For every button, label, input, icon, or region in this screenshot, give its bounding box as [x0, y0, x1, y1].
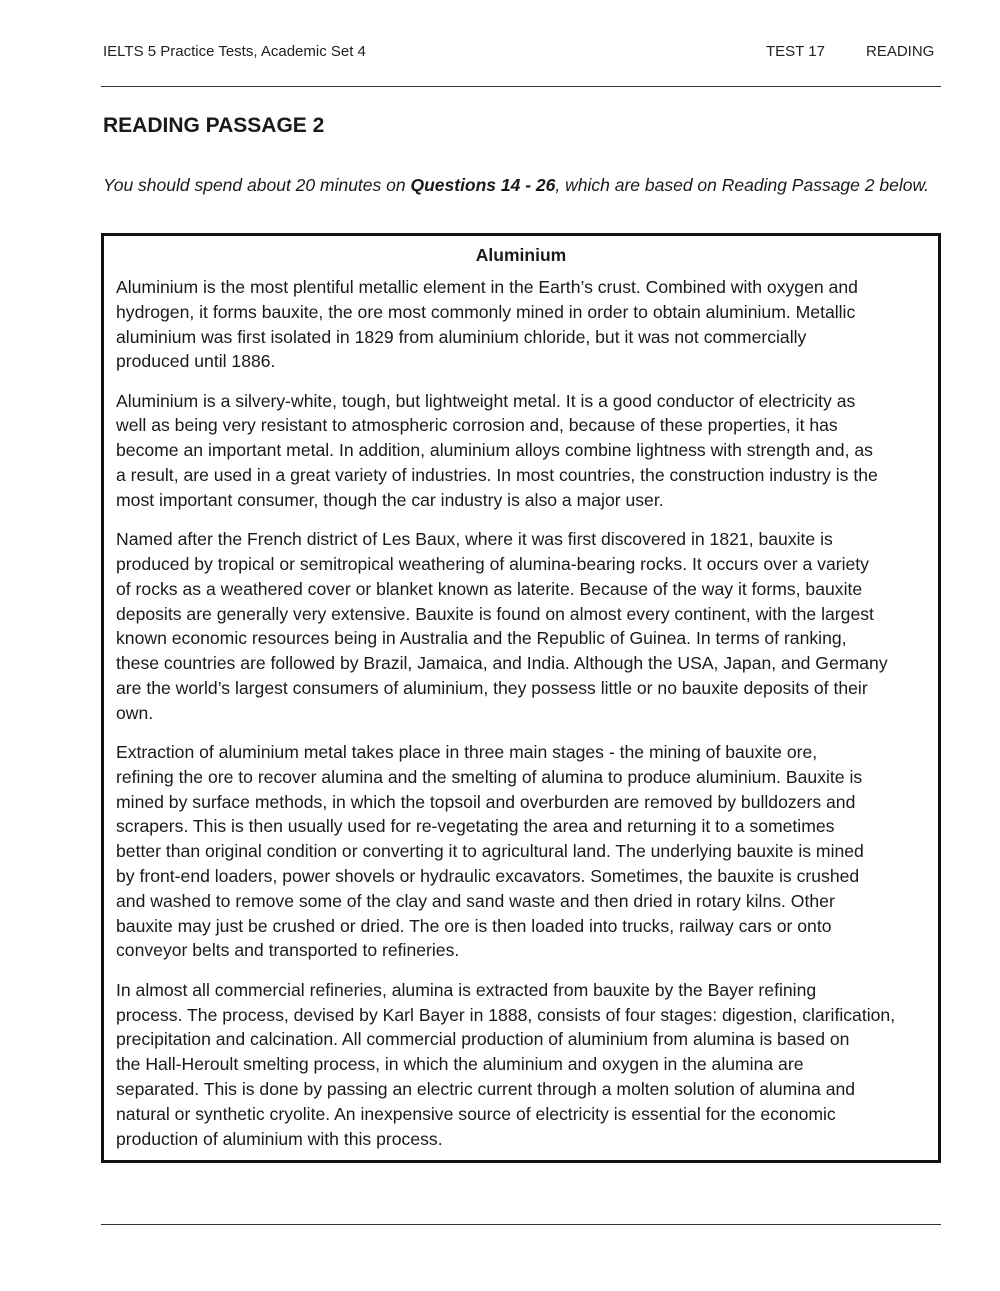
- instructions-pre: You should spend about 20 minutes on: [103, 175, 411, 195]
- paragraph-line: bauxite may just be crushed or dried. The ore is then loaded into trucks, railway cars or onto: [116, 915, 832, 936]
- instructions-post: , which are based on Reading Passage 2 below.: [555, 175, 929, 195]
- paragraph-line: and washed to remove some of the clay and sand waste and then dried in rotary kilns. Other: [116, 890, 835, 911]
- paragraph-line: Aluminium is the most plentiful metallic element in the Earth’s crust. Combined with oxygen and: [116, 277, 858, 297]
- paragraph-line: become an important metal. In addition, aluminium alloys combine lightness with strength and, as: [116, 440, 873, 461]
- paragraph-line: well as being very resistant to atmospheric corrosion and, because of these properties, it has: [116, 415, 838, 436]
- paragraph-line: own.: [116, 702, 154, 723]
- paragraph-line: by front-end loaders, power shovels or hydraulic excavators. Sometimes, the bauxite is crushed: [116, 866, 860, 887]
- page-title: READING PASSAGE 2: [103, 114, 325, 137]
- paragraph-line: conveyor belts and transported to refineries.: [116, 940, 460, 961]
- paragraph-line: deposits are generally very extensive. Bauxite is found on almost every continent, with the largest: [116, 603, 874, 624]
- passage-box: [101, 233, 941, 1163]
- header-test-number: TEST 17: [766, 43, 825, 60]
- header-divider: [101, 86, 941, 87]
- paragraph-line: In almost all commercial refineries, alumina is extracted from bauxite by the Bayer refining: [116, 979, 817, 1000]
- paragraph-line: Extraction of aluminium metal takes place in three main stages - the mining of bauxite ore,: [116, 742, 818, 763]
- paragraph-line: aluminium was first isolated in 1829 from aluminium chloride, but it was not commercially: [116, 326, 807, 347]
- passage-title: Aluminium: [475, 245, 567, 265]
- paragraph-line: process. The process, devised by Karl Bayer in 1888, consists of four stages: digestion, clarification,: [116, 1004, 896, 1025]
- paragraph-line: produced by tropical or semitropical weathering of alumina-bearing rocks. It occurs over a variety: [116, 553, 869, 574]
- paragraph-line: hydrogen, it forms bauxite, the ore most commonly mined in order to obtain aluminium. Metallic: [116, 301, 856, 322]
- paragraph-line: produced until 1886.: [116, 351, 276, 372]
- footer-divider: [101, 1224, 941, 1225]
- paragraph-line: of rocks as a weathered cover or blanket known as laterite. Because of the way it forms, bauxite: [116, 578, 863, 599]
- paragraph-line: better than original condition or converting it to agricultural land. The underlying bauxite is mined: [116, 841, 864, 862]
- header-source: IELTS 5 Practice Tests, Academic Set 4: [103, 43, 366, 60]
- paragraph-line: refining the ore to recover alumina and the smelting of alumina to produce aluminium. Bauxite is: [116, 766, 863, 787]
- paragraph-line: production of aluminium with this process.: [116, 1128, 443, 1149]
- paragraph-line: a result, are used in a great variety of industries. In most countries, the construction industry is the: [116, 465, 878, 486]
- instructions: [103, 173, 943, 198]
- paragraph-line: Aluminium is a silvery-white, tough, but lightweight metal. It is a good conductor of electricity as: [116, 390, 856, 411]
- passage-paragraph: [116, 527, 938, 725]
- paragraph-line: are the world’s largest consumers of aluminium, they possess little or no bauxite deposits of their: [116, 677, 868, 698]
- paragraph-line: known economic resources being in Australia and the Republic of Guinea. In terms of ranking,: [116, 628, 847, 649]
- paragraph-line: separated. This is done by passing an electric current through a molten solution of alumina and: [116, 1078, 856, 1099]
- paragraph-line: precipitation and calcination. All commercial production of aluminium from alumina is based on: [116, 1029, 850, 1050]
- paragraph-line: these countries are followed by Brazil, Jamaica, and India. Although the USA, Japan, and Germany: [116, 653, 888, 674]
- paragraph-line: mined by surface methods, in which the topsoil and overburden are removed by bulldozers and: [116, 791, 856, 812]
- header-section: READING: [866, 43, 935, 60]
- passage-paragraph: [116, 740, 938, 963]
- paragraph-line: the Hall-Heroult smelting process, in which the aluminium and oxygen in the alumina are: [116, 1054, 804, 1075]
- paragraph-line: natural or synthetic cryolite. An inexpensive source of electricity is essential for the economic: [116, 1103, 836, 1124]
- passage-paragraph: [116, 389, 938, 513]
- passage-paragraph: [116, 978, 938, 1152]
- passage-paragraph: [116, 275, 938, 374]
- paragraph-line: Named after the French district of Les Baux, where it was first discovered in 1821, bauxite is: [116, 529, 833, 550]
- instructions-questions: Questions 14 - 26: [410, 175, 556, 195]
- paragraph-line: most important consumer, though the car industry is also a major user.: [116, 489, 664, 510]
- paragraph-line: scrapers. This is then usually used for re-vegetating the area and returning it to a sometimes: [116, 816, 835, 837]
- passage-body: [104, 275, 938, 1151]
